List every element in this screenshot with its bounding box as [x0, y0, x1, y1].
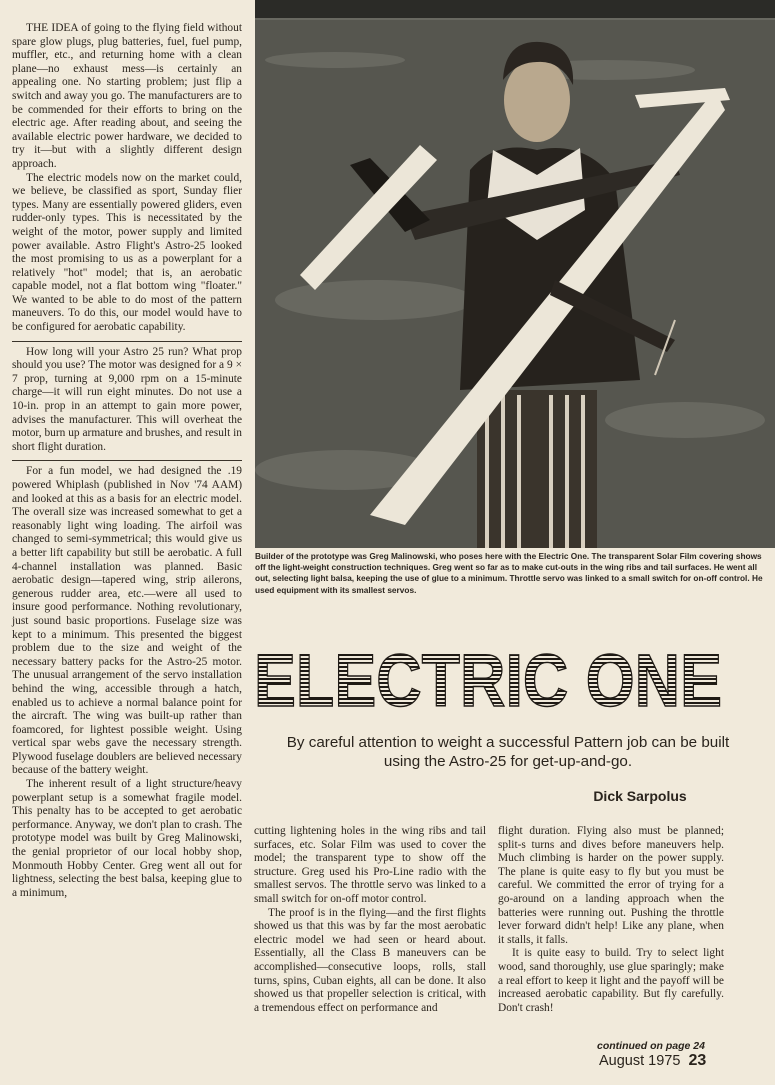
sidebar-note: [12, 346, 242, 455]
middle-column: [254, 825, 486, 1015]
sidebar-text: How long will your Astro 25 run? What prop should you use? The motor was designed for a 9 × 7 prop, turning at 9,000 rpm on a 15-minute charge—it will run eight minutes. Do not use a 10-in. prop in an attempt to gain more power, advises the manufacturer. This will overheat the motor, burn up armature and brushes, and result in short flight duration.: [12, 345, 242, 453]
prototype-photo: [255, 0, 775, 548]
divider-rule: [12, 341, 242, 342]
middle-paragraph-1: cutting lightening holes in the wing ribs and tail surfaces, etc. Solar Film was used to cover the model; the transparent type to show off the structure. Greg used his Pro-Line radio with the smallest servos. The throttle servo was linked to a small switch for on-off motor control.: [254, 825, 486, 905]
continued-note: continued on page 24: [597, 1040, 705, 1052]
issue-date: August 1975: [599, 1053, 681, 1069]
body-paragraph-1: For a fun model, we had designed the .19 powered Whiplash (published in Nov '74 AAM) and looked at this as a basis for an electric model. The overall size was increased somewhat to get a reasonably light wing loading. The airfoil was changed to semi-symmetrical; this would give us a better lift capability but still be aerobatic. A full 4-channel installation was planned. Basic aerobatic design—tapered wing, strip ailerons, generous rudder area, etc.—were all used to insure good performance. Nothing revolutionary, just sound basic proportions. Fuselage size was kept to a minimum. This presented the biggest problem due to the size and weight of the necessary battery packs for the Astro-25 motor. The unusual arrangement of the servo installation behind the wing, accessible through a hatch, enabled us to achieve a normal balance point for the aircraft. The wing was built-up rather than foamcored, for lightest possible weight. Using vertical spar webs gave the necessary strength. Plywood fuselage doublers are believed necessary because of the battery weight.: [12, 465, 242, 777]
headline: [254, 639, 724, 722]
middle-paragraph-2: The proof is in the flying—and the first flights showed us that this was by far the most aerobatic electric model we had seen or heard about. Essentially, all the Class B maneuvers can be accomplished—consecutive loops, rolls, stall turns, spins, Cuban eights, all can be done. It also showed us that propeller selection is critical, with a tremendous effect on performance and: [254, 906, 486, 1014]
right-paragraph-2: It is quite easy to build. Try to select light wood, sand thoroughly, use glue sparingly; make a real effort to keep it light and the payoff will be increased aerobatic capability. But fly carefully. Don't crash!: [498, 947, 724, 1014]
byline-author: Dick Sarpolus: [593, 788, 687, 804]
photo-caption: Builder of the prototype was Greg Malinowski, who poses here with the Electric One. The transparent Solar Film covering shows off the light-weight construction techniques. Greg went so far as to make cut-outs in the wing ribs and tail surfaces. He went all out, selecting light balsa, keeping the use of glue to a minimum. Throttle servo was linked to a small switch for on-off control. He used equipment with its smallest servos.: [255, 551, 763, 595]
headline-text: ELECTRIC ONE: [254, 639, 722, 722]
right-column: [498, 825, 724, 1015]
deck-subtitle: By careful attention to weight a successful Pattern job can be built using the Astro-25 for get-up-and-go.: [286, 734, 730, 770]
body-paragraph-2: The inherent result of a light structure/heavy powerplant setup is a somewhat fragile model. This penalty has to be accepted to get aerobatic performance. Anyway, we don't plan to crash. The prototype model was built by Greg Malinowski, the genial proprietor of our local hobby shop, Monmouth Hobby Center. Greg went all out for lightness, selecting the best balsa, keeping glue to a minimum,: [12, 778, 242, 899]
left-column: [12, 22, 242, 900]
divider-rule: [12, 460, 242, 461]
page-number: 23: [688, 1052, 707, 1069]
intro-paragraph-1: THE IDEA of going to the flying field without spare glow plugs, plug batteries, fuel, fuel pump, muffler, etc., and returning home with a clean plane—no exhaust mess—is certainly an appealing one. No starting problem; just flip a switch and away you go. The manufacturers are to be commended for their efforts to bring on the electric age. After reading about, and seeing the available electric power hardware, we decided to try it—but with a slightly different design approach.: [12, 22, 242, 170]
intro-paragraph-2: The electric models now on the market could, we believe, be classified as sport, Sunday flier types. Many are essentially powered gliders, even rudder-only types. This is necessitated by the weight of the motor, power supply and limited power available. Astro Flight's Astro-25 looked the most promising to us as a powerplant for a relatively "hot" model; that is, an aerobatic capable model, not a flat bottom wing "floater." We wanted to be able to do most of the pattern maneuvers. To do this, our model would have to be configured for aerobatic capability.: [12, 171, 242, 334]
page-folio: [599, 1052, 706, 1070]
right-paragraph-1: flight duration. Flying also must be planned; split-s turns and dives before maneuvers help. Much climbing is harder on the power supply. The plane is quite easy to fly but you must be careful. We committed the error of trying for a go-around on a landing approach when the batteries were running out. Pushing the throttle lever forward didn't help! Like any plane, when it stalls, it falls.: [498, 825, 724, 946]
